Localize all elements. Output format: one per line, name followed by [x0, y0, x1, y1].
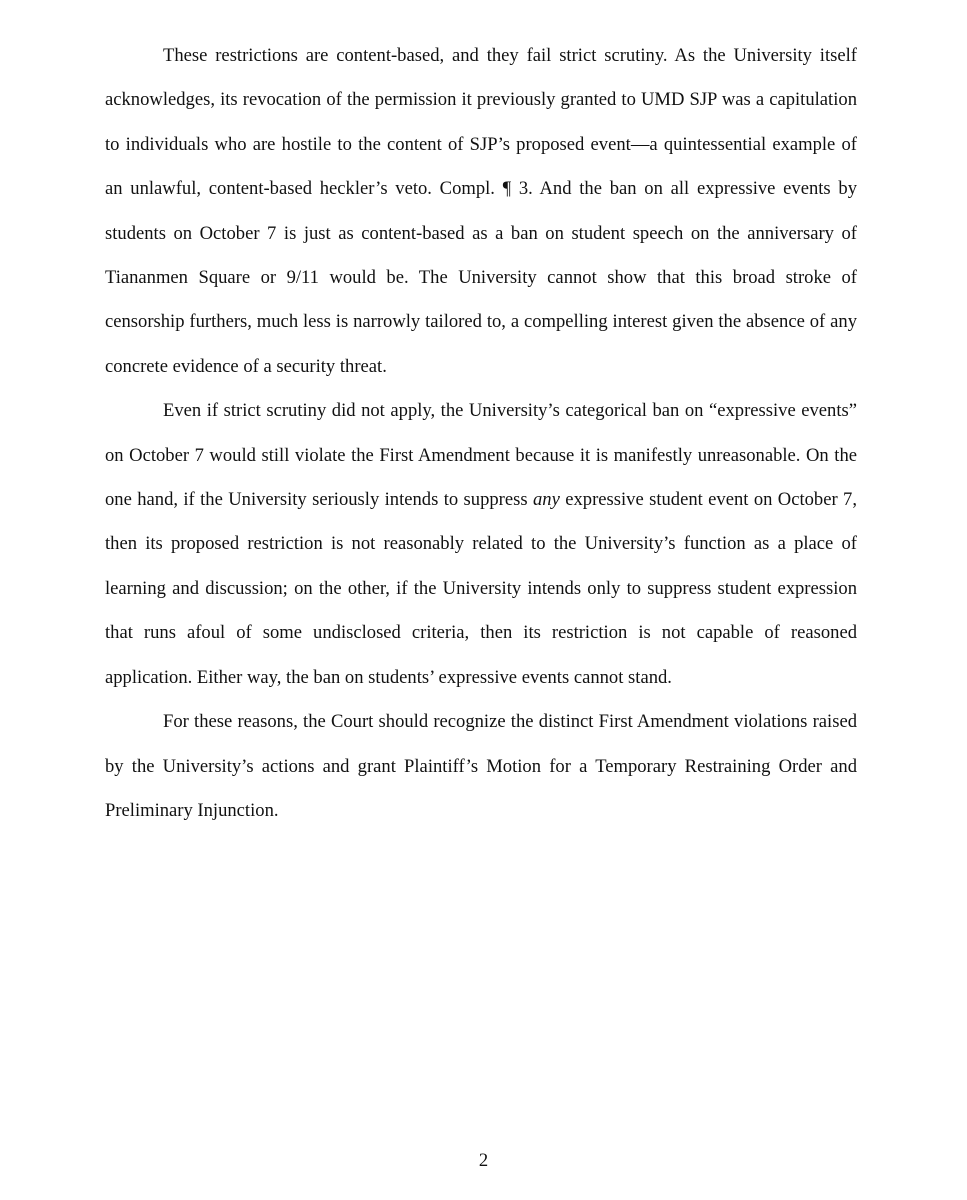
emphasized-word: any: [532, 489, 560, 511]
paragraph-text: expressive student event on October 7, then its proposed restriction is not reasonably related to the University’s function as a place of learning and discussion; on the other, if the University intends only to suppress student expression that runs afoul of some undisclosed criteria, then its restriction is not capable of reasoned application. Either way, the ban on students’ expressive events cannot stand.: [105, 489, 857, 688]
paragraph-text: These restrictions are content-based, and they fail strict scrutiny. As the University itself acknowledges, its revocation of the permission it previously granted to UMD SJP was a capitulation to individuals who are hostile to the content of SJP’s proposed event—a quintessential example of an unlawful, content-based heckler’s veto. Compl. ¶ 3. And the ban on all expressive events by students on October 7 is just as content-based as a ban on student speech on the anniversary of Tiananmen Square or 9/11 would be. The University cannot show that this broad stroke of censorship furthers, much less is narrowly tailored to, a compelling interest given the absence of any concrete evidence of a security threat.: [105, 45, 857, 377]
paragraph-strict-scrutiny: [105, 34, 857, 389]
page-number: 2: [478, 1150, 489, 1171]
document-body: [105, 34, 857, 833]
paragraph-conclusion: [105, 700, 857, 833]
paragraph-unreasonable-ban: [105, 389, 857, 700]
paragraph-text: For these reasons, the Court should recognize the distinct First Amendment violations raised by the University’s actions and grant Plaintiff’s Motion for a Temporary Restraining Order and Preliminary Injunction.: [105, 711, 857, 821]
paragraph-text: Even if strict scrutiny did not apply, the University’s categorical ban on “expressive events” on October 7 would still violate the First Amendment because it is manifestly unreasonable. On the one hand, if the University seriously intends to suppress: [105, 400, 857, 511]
